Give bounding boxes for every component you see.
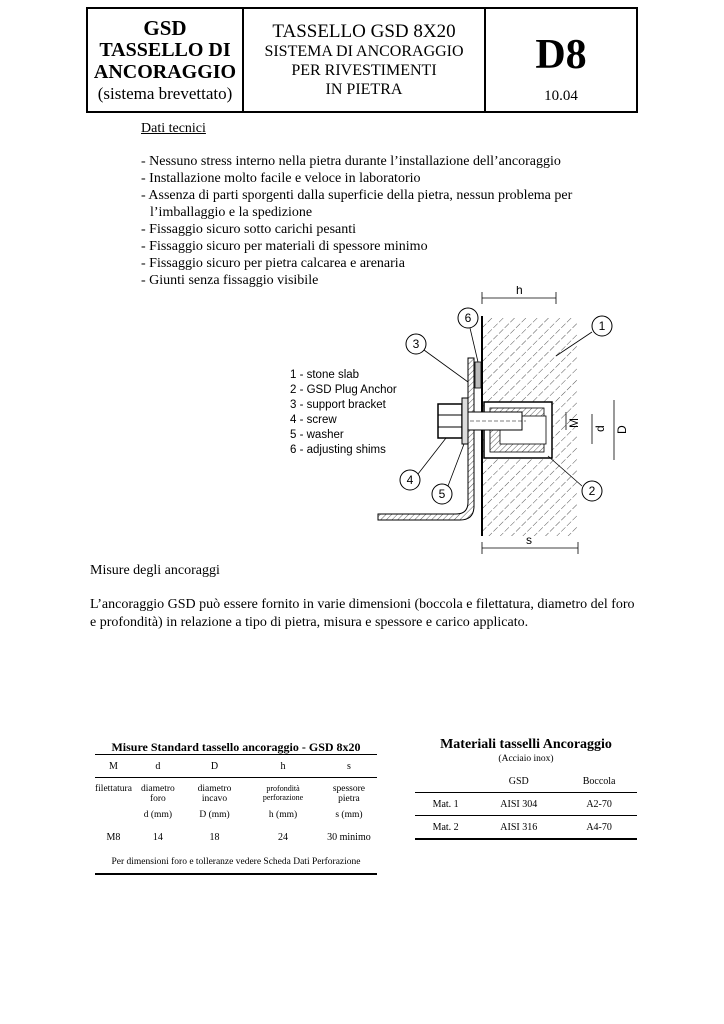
- document-header: [86, 7, 638, 113]
- header-patent-note: (sistema brevettato): [97, 83, 233, 103]
- washer: [462, 398, 468, 444]
- list-item: - Fissaggio sicuro per materiali di spessore minimo: [141, 239, 428, 254]
- table-row: [95, 778, 377, 811]
- header-product-line2: ANCORAGGIO: [93, 60, 237, 83]
- dim-d-label: d: [593, 425, 607, 432]
- materials-table: [415, 737, 637, 840]
- table-header-cell: M: [95, 755, 132, 778]
- table-cell: Mat. 2: [415, 816, 476, 840]
- legend-item: 1 - stone slab: [290, 369, 360, 381]
- measures-title: Misure degli ancoraggi: [90, 563, 220, 578]
- header-code-cell: [486, 9, 636, 111]
- table: [95, 754, 377, 875]
- callout-4: 4: [406, 473, 414, 487]
- table-header-cell: GSD: [508, 775, 529, 787]
- header-subtitle-line2: PER RIVESTIMENTI: [291, 62, 437, 79]
- table-cell: 14: [152, 832, 163, 843]
- table-cell: spessore pietra: [332, 784, 366, 804]
- standard-measures-table: [95, 740, 377, 875]
- table-header-row: [95, 755, 377, 778]
- tech-data-title: Dati tecnici: [141, 121, 206, 136]
- table-cell: 24: [278, 832, 289, 843]
- header-brand: GSD: [143, 15, 187, 40]
- table-cell: diametro foro: [141, 784, 175, 804]
- list-item: - Nessuno stress interno nella pietra durante l’installazione dell’ancoraggio: [141, 154, 561, 169]
- callout-6: 6: [464, 311, 472, 325]
- table-cell: A4-70: [561, 816, 637, 840]
- table-header-cell: D: [184, 755, 245, 778]
- table-subcaption: (Acciaio inox): [498, 754, 554, 764]
- table: [415, 770, 637, 840]
- legend-item: 4 - screw: [290, 414, 337, 426]
- figure-legend: [290, 369, 397, 456]
- callout-2: 2: [588, 484, 596, 498]
- legend-item: 3 - support bracket: [290, 399, 386, 411]
- table-caption: Misure Standard tassello ancoraggio - GSD 8x20: [111, 740, 361, 754]
- table-row: [95, 832, 377, 854]
- table-cell: 30 minimo: [327, 832, 371, 843]
- list-item: - Installazione molto facile e veloce in laboratorio: [141, 171, 421, 186]
- callout-3: 3: [412, 337, 420, 351]
- table-cell: D (mm): [199, 810, 230, 820]
- dim-h-label: h: [516, 286, 523, 297]
- table-cell: AISI 304: [476, 793, 561, 816]
- anchor-assembly-drawing: [286, 286, 646, 566]
- table-cell: M8: [106, 832, 121, 843]
- table-header-cell: h: [245, 755, 321, 778]
- table-header-cell: Boccola: [582, 775, 616, 787]
- legend-item: 6 - adjusting shims: [290, 444, 386, 456]
- table-note: Per dimensioni foro e tolleranze vedere Scheda Dati Perforazione: [95, 854, 377, 874]
- table-header-cell: [415, 770, 476, 793]
- callout-5: 5: [438, 487, 446, 501]
- table-cell: AISI 316: [476, 816, 561, 840]
- header-product-line1: TASSELLO DI: [99, 38, 231, 61]
- callout-1: 1: [598, 319, 606, 333]
- table-note-row: [95, 854, 377, 874]
- table-cell: 18: [209, 832, 220, 843]
- list-item: - Giunti senza fissaggio visibile: [141, 273, 319, 288]
- header-product-cell: [88, 9, 244, 111]
- measures-body: L’ancoraggio GSD può essere fornito in varie dimensioni (boccola e filettatura, diametro del foro e profondità) in relazione a tipo di pietra, misura e spessore e carico applicato.: [90, 597, 635, 630]
- table-header-cell: s: [321, 755, 377, 778]
- legend-item: 5 - washer: [290, 429, 344, 441]
- list-item: - Fissaggio sicuro sotto carichi pesanti: [141, 222, 357, 237]
- table-row: [415, 793, 637, 816]
- adjusting-shims: [475, 362, 481, 388]
- header-title: TASSELLO GSD 8X20: [272, 21, 456, 42]
- table-cell: A2-70: [561, 793, 637, 816]
- table-cell: filettatura: [95, 784, 132, 794]
- header-subtitle-line1: SISTEMA DI ANCORAGGIO: [264, 43, 464, 60]
- dim-D-label: D: [615, 425, 629, 434]
- dim-m-label: M: [567, 418, 581, 428]
- table-cell: s (mm): [335, 810, 363, 820]
- dim-s-label: s: [526, 533, 532, 547]
- header-title-cell: [244, 9, 486, 111]
- support-bracket: [378, 358, 474, 520]
- table-cell: profondità perforazione: [262, 784, 304, 802]
- table-cell: Mat. 1: [415, 793, 476, 816]
- table-row: [415, 816, 637, 840]
- table-caption: Materiali tasselli Ancoraggio: [440, 737, 612, 752]
- table-cell: d (mm): [143, 810, 172, 820]
- table-header-cell: d: [132, 755, 184, 778]
- tech-data-list: [141, 153, 621, 289]
- table-cell: [95, 810, 132, 832]
- legend-item: 2 - GSD Plug Anchor: [290, 384, 397, 396]
- document-date: 10.04: [544, 88, 578, 104]
- table-cell: h (mm): [268, 810, 298, 820]
- list-item: - Fissaggio sicuro per pietra calcarea e arenaria: [141, 256, 405, 271]
- table-row: [95, 810, 377, 832]
- table-header-row: [415, 770, 637, 793]
- header-subtitle-line3: IN PIETRA: [325, 81, 403, 98]
- table-cell: diametro incavo: [197, 784, 232, 804]
- list-item: - Assenza di parti sporgenti dalla superficie della pietra, nessun problema per l’imballaggio e la spedizione: [141, 188, 573, 220]
- document-code: D8: [535, 32, 587, 78]
